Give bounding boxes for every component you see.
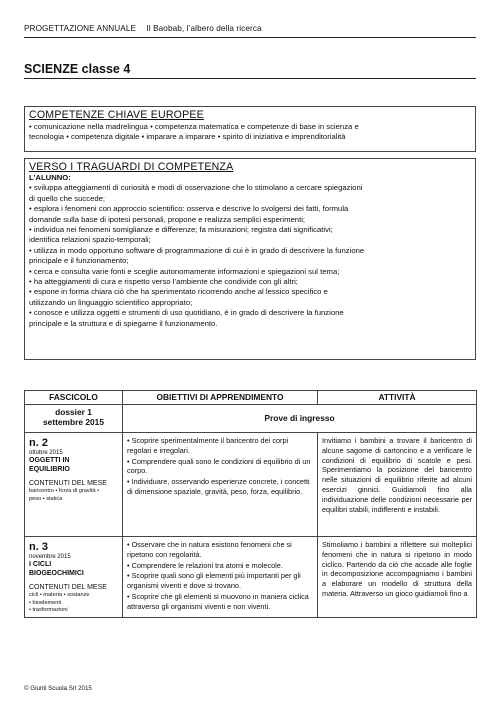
traguardi-line: di quello che succede;: [29, 193, 106, 203]
col-header-obiettivi: OBIETTIVI DI APPRENDIMENTO: [123, 391, 318, 405]
traguardi-box: [24, 158, 476, 360]
fascicolo-cell: [25, 433, 123, 537]
traguardi-line: • conosce e utilizza oggetti e strumenti di uso quotidiano, è in grado di descrivere la funzione: [29, 308, 344, 318]
dossier-date: settembre 2015: [43, 417, 104, 427]
fascicolo-date: ottobre 2015: [29, 450, 63, 456]
obiettivo-item: • Individuare, osservando esperienze concrete, i concetti di dimensione spaziale, gravità, peso, forza, equilibrio.: [127, 477, 310, 496]
fascicolo-date: novembre 2015: [29, 554, 71, 560]
table-row: [25, 537, 477, 618]
header-right: Il Baobab, l’albero della ricerca: [146, 24, 262, 33]
contenuti-label: CONTENUTI DEL MESE: [29, 480, 107, 487]
table-header-row: [25, 391, 477, 405]
traguardi-subheading: L’ALUNNO:: [29, 173, 71, 182]
obiettivo-item: • Osservare che in natura esistono fenomeni che si ripetono con regolarità.: [127, 540, 292, 559]
competenze-body: [25, 122, 475, 145]
obiettivo-item: • Scoprire sperimentalmente il baricentro dei corpi regolari e irregolari.: [127, 436, 289, 455]
competenze-line: tecnologia • competenza digitale • imparare a imparare • spirito di iniziativa e imprenditorialità: [29, 132, 346, 142]
competenze-heading: COMPETENZE CHIAVE EUROPEE: [29, 109, 204, 121]
obiettivo-item: • Comprendere quali sono le condizioni di equilibrio di un corpo.: [127, 456, 311, 476]
fascicolo-number: n. 2: [29, 437, 48, 449]
traguardi-line: • esplora i fenomeni con approccio scientifico: osserva e descrive lo svolgersi dei fatti, formula: [29, 204, 349, 214]
obiettivi-cell: [123, 433, 318, 537]
col-header-fascicolo: FASCICOLO: [25, 391, 123, 405]
traguardi-line: • ha atteggiamenti di cura e rispetto verso l’ambiente che condivide con gli altri;: [29, 277, 298, 287]
traguardi-line: utilizzando un linguaggio scientifico appropriato;: [29, 297, 193, 307]
obiettivo-item: • Comprendere le relazioni tra atomi e molecole.: [127, 560, 283, 570]
traguardi-line: domande sulla base di ipotesi personali, propone e realizza semplici esperimenti;: [29, 214, 306, 224]
fascicolo-topic: I CICLI: [29, 561, 52, 568]
traguardi-body: [25, 173, 475, 331]
table-row-dossier: [25, 405, 477, 433]
fascicolo-topic: EQUILIBRIO: [29, 465, 70, 473]
competenze-line: • comunicazione nella madrelingua • competenza matematica e competenze di base in scienza e: [29, 122, 359, 131]
page-header: [24, 24, 476, 33]
dossier-content: Prove di ingresso: [123, 405, 477, 433]
dossier-name: dossier 1: [55, 407, 92, 417]
header-left: PROGETTAZIONE ANNUALE: [24, 24, 137, 33]
contenuti-item: peso • statica: [29, 495, 63, 502]
traguardi-line: principale e il funzionamento;: [29, 256, 129, 266]
page-title: SCIENZE classe 4: [24, 62, 131, 76]
obiettivo-item: • Scoprire quali sono gli elementi più importanti per gli organismi viventi e dove si trovano.: [127, 571, 301, 591]
contenuti-item: • bioelementi: [29, 599, 62, 606]
traguardi-line: • sviluppa atteggiamenti di curiosità e modi di osservazione che lo stimolano a cercare spiegazioni: [29, 183, 363, 193]
table-row: [25, 433, 477, 537]
traguardi-line: principale e la struttura e di spiegarne il funzionamento.: [29, 318, 218, 328]
traguardi-line: identifica relazioni spazio-temporali;: [29, 235, 151, 245]
contenuti-item: baricentro • forza di gravità •: [29, 488, 100, 494]
contenuti-label: CONTENUTI DEL MESE: [29, 584, 107, 591]
traguardi-line: • cerca e consulta varie fonti e sceglie autonomamente informazioni e spiegazioni sul tema;: [29, 266, 340, 276]
traguardi-heading: VERSO I TRAGUARDI DI COMPETENZA: [29, 161, 234, 173]
obiettivo-item: • Scoprire che gli elementi si muovono in maniera ciclica attraverso gli organismi viventi e non viventi.: [127, 591, 309, 611]
attivita-cell: Stimoliamo i bambini a riflettere sui molteplici fenomeni che in natura si ripetono in modo ciclico. Partendo da ciò che accade alle foglie in decomposizione accompagniamo i bambini a elaborare un modello di struttura della materia. Attraverso un gioco guidiamoli fino a: [318, 537, 477, 618]
contenuti-item: • trasformazioni: [29, 607, 68, 614]
traguardi-line: • individua nei fenomeni somiglianze e differenze; fa misurazioni; registra dati significativi;: [29, 225, 333, 235]
fascicolo-cell: [25, 537, 123, 618]
fascicolo-number: n. 3: [29, 541, 48, 553]
attivita-cell: Invitiamo i bambini a trovare il baricentro di alcune sagome di cartoncino e a verificare le condizioni di equilibrio di scatole e pesi. Sperimentiamo la posizione del baricentro nelle situazioni di equilibrio riferite ad alcuni esercizi ginnici. Guidiamoli fino alla individuazione delle condizioni necessarie per equilibri stabili, indifferenti e instabili.: [318, 433, 477, 537]
traguardi-line: • utilizza in modo opportuno software di programmazione di cui è in grado di descrivere la funzione: [29, 245, 365, 255]
fascicolo-topic: BIOGEOCHIMICI: [29, 569, 84, 577]
fascicolo-topic: OGGETTI IN: [29, 457, 70, 464]
title-rule: [24, 78, 476, 79]
programme-table: [24, 390, 477, 618]
contenuti-item: cicli • materia • sostanze: [29, 592, 90, 598]
header-rule: [24, 37, 476, 38]
footer-copyright: © Giunti Scuola Srl 2015: [24, 685, 92, 692]
col-header-attivita: ATTIVITÀ: [318, 391, 477, 405]
obiettivi-cell: [123, 537, 318, 618]
traguardi-line: • espone in forma chiara ciò che ha sperimentato ricorrendo anche al lessico specifico e: [29, 287, 328, 297]
competenze-box: [24, 106, 476, 152]
dossier-label: [25, 405, 123, 433]
